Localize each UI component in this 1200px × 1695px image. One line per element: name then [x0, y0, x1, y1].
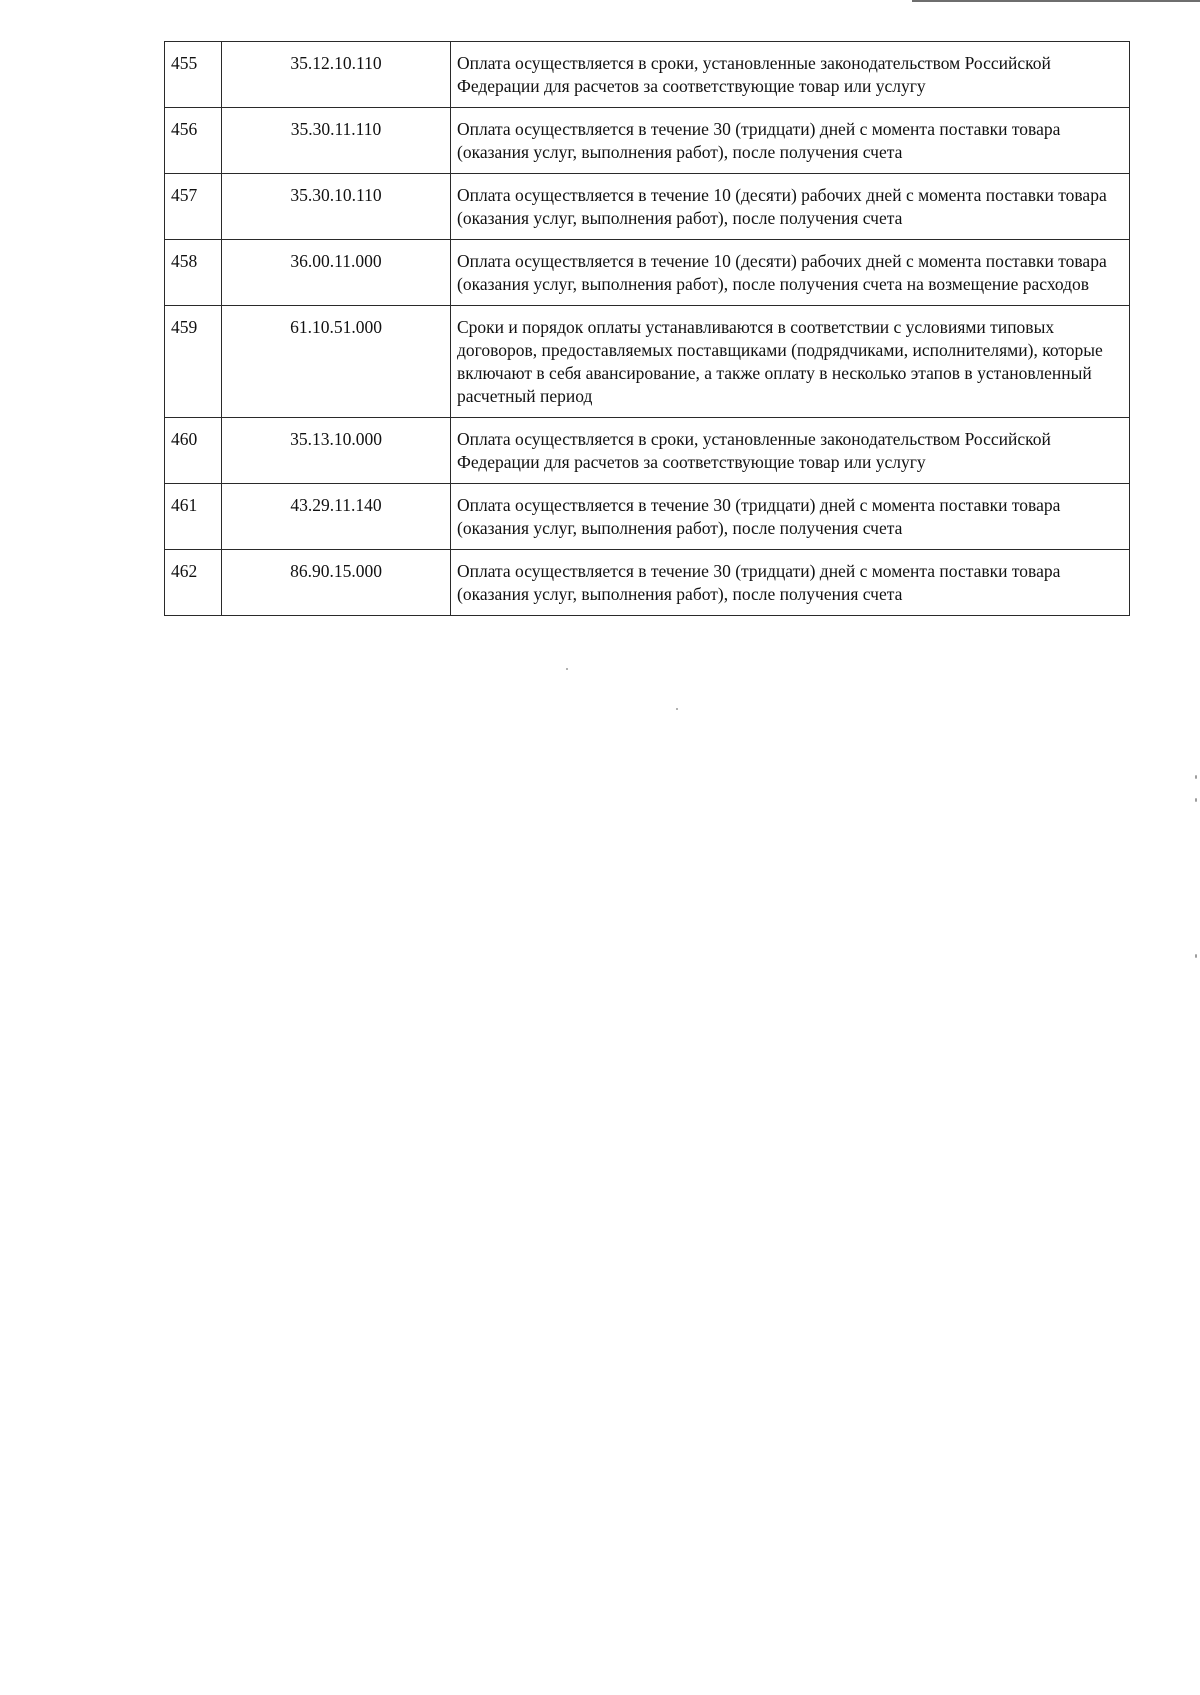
- payment-terms-text: Оплата осуществляется в течение 30 (тридцати) дней с момента поставки товара (оказания услуг, выполнения работ), после получения счета: [451, 484, 1130, 550]
- okpd-code: 35.12.10.110: [222, 42, 451, 108]
- scan-speck: [676, 708, 678, 710]
- row-number: 455: [165, 42, 222, 108]
- row-number: 461: [165, 484, 222, 550]
- okpd-code: 61.10.51.000: [222, 306, 451, 418]
- okpd-code: 36.00.11.000: [222, 240, 451, 306]
- okpd-code: 35.30.10.110: [222, 174, 451, 240]
- payment-terms-text: Сроки и порядок оплаты устанавливаются в соответствии с условиями типовых договоров, предоставляемых поставщиками (подрядчиками, исполнителями), которые включают в себя авансирование, а также оплату в несколько этапов в установленный расчетный период: [451, 306, 1130, 418]
- scan-speck: [566, 668, 568, 670]
- row-number: 457: [165, 174, 222, 240]
- table-body: [165, 42, 1130, 616]
- okpd-code: 35.13.10.000: [222, 418, 451, 484]
- table-row: [165, 306, 1130, 418]
- row-number: 460: [165, 418, 222, 484]
- payment-terms-text: Оплата осуществляется в сроки, установленные законодательством Российской Федерации для расчетов за соответствующие товар или услугу: [451, 418, 1130, 484]
- scan-speck: [1195, 954, 1197, 958]
- payment-terms-text: Оплата осуществляется в течение 30 (тридцати) дней с момента поставки товара (оказания услуг, выполнения работ), после получения счета: [451, 108, 1130, 174]
- table-row: [165, 418, 1130, 484]
- okpd-code: 86.90.15.000: [222, 550, 451, 616]
- row-number: 456: [165, 108, 222, 174]
- scan-speck: [1195, 798, 1197, 802]
- okpd-code: 35.30.11.110: [222, 108, 451, 174]
- payment-terms-table: [164, 41, 1130, 616]
- row-number: 459: [165, 306, 222, 418]
- table-row: [165, 42, 1130, 108]
- table-row: [165, 108, 1130, 174]
- row-number: 458: [165, 240, 222, 306]
- scan-speck: [1195, 775, 1197, 779]
- row-number: 462: [165, 550, 222, 616]
- payment-terms-text: Оплата осуществляется в сроки, установленные законодательством Российской Федерации для расчетов за соответствующие товар или услугу: [451, 42, 1130, 108]
- table-row: [165, 484, 1130, 550]
- payment-terms-text: Оплата осуществляется в течение 30 (тридцати) дней с момента поставки товара (оказания услуг, выполнения работ), после получения счета: [451, 550, 1130, 616]
- scan-edge-line: [912, 0, 1200, 2]
- table-row: [165, 174, 1130, 240]
- table-row: [165, 550, 1130, 616]
- payment-terms-text: Оплата осуществляется в течение 10 (десяти) рабочих дней с момента поставки товара (оказания услуг, выполнения работ), после получения счета: [451, 174, 1130, 240]
- table-row: [165, 240, 1130, 306]
- okpd-code: 43.29.11.140: [222, 484, 451, 550]
- payment-terms-text: Оплата осуществляется в течение 10 (десяти) рабочих дней с момента поставки товара (оказания услуг, выполнения работ), после получения счета на возмещение расходов: [451, 240, 1130, 306]
